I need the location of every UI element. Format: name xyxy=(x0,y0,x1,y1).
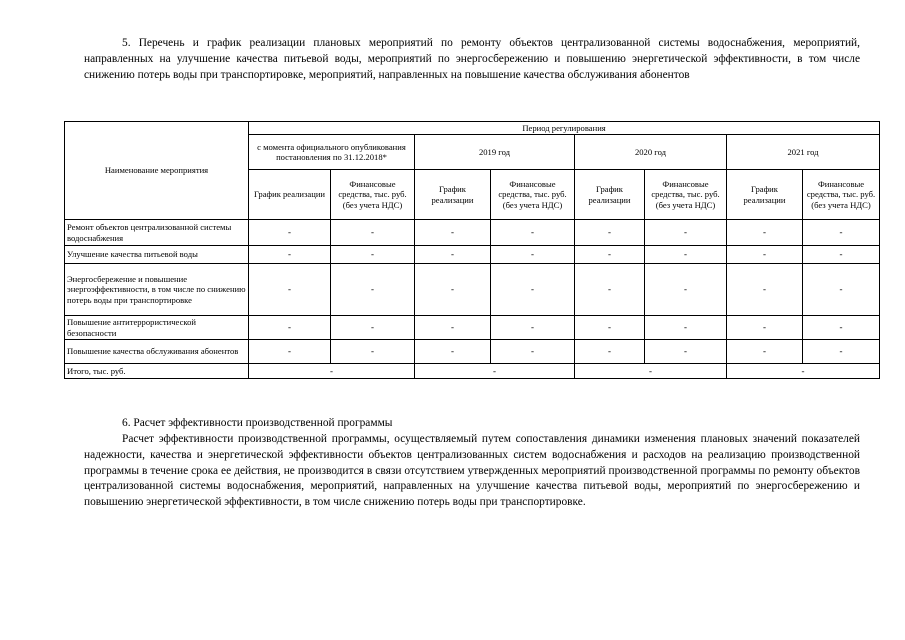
table-cell: - xyxy=(331,220,415,246)
table-cell: - xyxy=(491,220,575,246)
table-cell: - xyxy=(645,340,727,364)
table-cell: - xyxy=(415,340,491,364)
table-cell: - xyxy=(803,264,880,316)
finance-column-header: Финансовые средства, тыс. руб. (без учета НДС) xyxy=(803,170,880,220)
table-cell: - xyxy=(249,220,331,246)
table-cell: - xyxy=(645,264,727,316)
schedule-column-header: График реализации xyxy=(415,170,491,220)
table-cell: - xyxy=(249,246,331,264)
table-cell: - xyxy=(727,316,803,340)
activities-schedule-table xyxy=(64,121,880,379)
total-label: Итого, тыс. руб. xyxy=(65,364,249,379)
table-cell: - xyxy=(491,316,575,340)
section-6-title: 6. Расчет эффективности производственной программы xyxy=(122,417,393,429)
finance-column-header: Финансовые средства, тыс. руб. (без учета НДС) xyxy=(645,170,727,220)
table-cell: - xyxy=(491,264,575,316)
section-5-text: 5. Перечень и график реализации плановых мероприятий по ремонту объектов централизованной системы водоснабжения, мероприятий, направленных на улучшение качества питьевой воды, мероприятий по энергосбережению и повышению энергетической эффективности, в том числе снижению потерь воды при транспортировке, мероприятий, направленных на повышение качества обслуживания абонентов xyxy=(84,37,860,81)
activity-name: Повышение качества обслуживания абонентов xyxy=(65,340,249,364)
table-header-row xyxy=(65,122,880,135)
schedule-column-header: График реализации xyxy=(727,170,803,220)
schedule-column-header: График реализации xyxy=(249,170,331,220)
period-label: 2019 год xyxy=(415,135,575,170)
finance-column-header: Финансовые средства, тыс. руб. (без учета НДС) xyxy=(491,170,575,220)
table-cell: - xyxy=(249,340,331,364)
total-cell: - xyxy=(575,364,727,379)
schedule-column-header: График реализации xyxy=(575,170,645,220)
table-cell: - xyxy=(727,246,803,264)
table-cell: - xyxy=(415,316,491,340)
activity-name: Повышение антитеррористической безопасности xyxy=(65,316,249,340)
section-6-text: Расчет эффективности производственной программы, осуществляемый путем сопоставления динамики изменения плановых значений показателей надежности, качества и энергетической эффективности объектов централизованных систем водоснабжения и расходов на реализацию производственной программы в течение срока ее действия, не производится в связи отсутствием утвержденных мероприятий производственной программы по ремонту объектов централизованной системы водоснабжения, мероприятий, направленных на улучшение качества питьевой воды, мероприятий по энергосбережению и повышению энергетической эффективности, в том числе снижению потерь воды при транспортировке. xyxy=(84,433,860,509)
activity-name-header: Наименование мероприятия xyxy=(65,122,249,220)
table-cell: - xyxy=(331,246,415,264)
table-cell: - xyxy=(727,264,803,316)
table-cell: - xyxy=(249,264,331,316)
table-cell: - xyxy=(415,264,491,316)
table-cell: - xyxy=(331,264,415,316)
table-row xyxy=(65,246,880,264)
table-cell: - xyxy=(415,246,491,264)
table-cell: - xyxy=(491,340,575,364)
table-cell: - xyxy=(491,246,575,264)
table-cell: - xyxy=(803,246,880,264)
table-cell: - xyxy=(415,220,491,246)
activity-name: Улучшение качества питьевой воды xyxy=(65,246,249,264)
table-cell: - xyxy=(727,220,803,246)
table-cell: - xyxy=(803,340,880,364)
table-cell: - xyxy=(575,246,645,264)
table-cell: - xyxy=(645,220,727,246)
table-cell: - xyxy=(249,316,331,340)
activity-name: Ремонт объектов централизованной системы водоснабжения xyxy=(65,220,249,246)
period-label: 2020 год xyxy=(575,135,727,170)
table-cell: - xyxy=(575,316,645,340)
activity-name: Энергосбережение и повышение энергоэффективности, в том числе по снижению потерь воды при транспортировке xyxy=(65,264,249,316)
table-cell: - xyxy=(575,220,645,246)
period-label: с момента официального опубликования постановления по 31.12.2018* xyxy=(249,135,415,170)
period-label: 2021 год xyxy=(727,135,880,170)
table-cell: - xyxy=(331,340,415,364)
table-cell: - xyxy=(645,316,727,340)
table-row xyxy=(65,264,880,316)
total-cell: - xyxy=(249,364,415,379)
table-cell: - xyxy=(575,340,645,364)
table-row xyxy=(65,340,880,364)
total-cell: - xyxy=(415,364,575,379)
table-cell: - xyxy=(803,316,880,340)
period-header: Период регулирования xyxy=(249,122,880,135)
table-cell: - xyxy=(331,316,415,340)
table-cell: - xyxy=(645,246,727,264)
table-total-row xyxy=(65,364,880,379)
finance-column-header: Финансовые средства, тыс. руб. (без учета НДС) xyxy=(331,170,415,220)
table-row xyxy=(65,220,880,246)
table-row xyxy=(65,316,880,340)
section-5-heading xyxy=(84,36,860,83)
table-cell: - xyxy=(803,220,880,246)
table-cell: - xyxy=(575,264,645,316)
total-cell: - xyxy=(727,364,880,379)
table-cell: - xyxy=(727,340,803,364)
